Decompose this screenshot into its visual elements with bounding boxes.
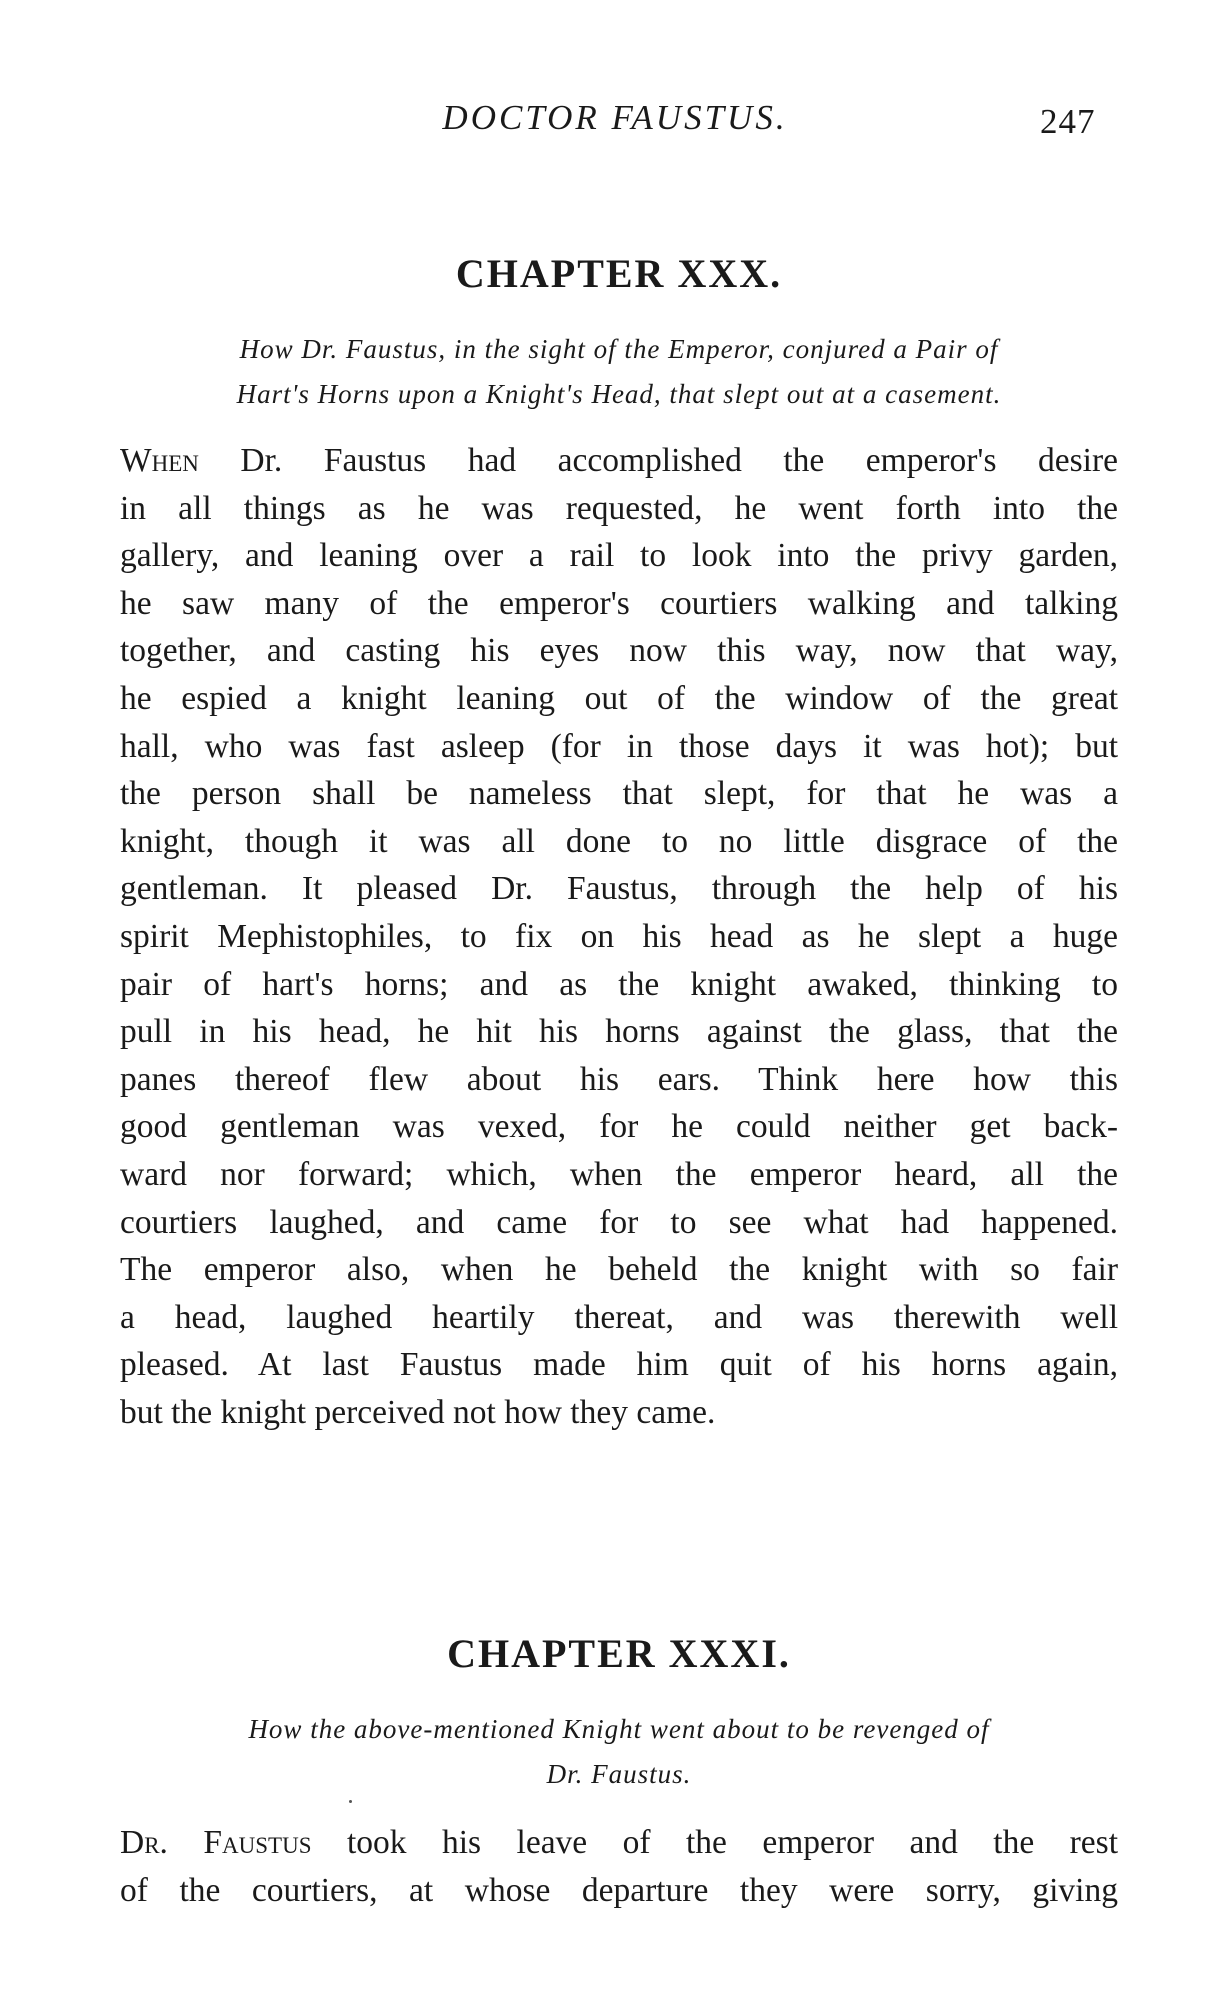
body-line: he espied a knight leaning out of the window of the great [120, 679, 1118, 717]
print-speck [349, 1800, 352, 1803]
body-line: pleased. At last Faustus made him quit of his horns again, [120, 1346, 1118, 1384]
subtitle-line: How the above-mentioned Knight went about to be revenged of [248, 1714, 990, 1744]
body-line [120, 1819, 1118, 1867]
body-line: together, and casting his eyes now this way, now that way, [120, 632, 1118, 670]
chapter-heading: CHAPTER XXX. [455, 251, 783, 296]
drop-word: When [120, 442, 199, 479]
body-line: of the courtiers, at whose departure they were sorry, giving [120, 1871, 1118, 1909]
body-line: spirit Mephistophiles, to fix on his head as he slept a huge [120, 917, 1118, 955]
caps-word: Dr. [120, 1824, 168, 1861]
first-line-text: Dr. Faustus had accomplished the emperor's desire [240, 442, 1118, 479]
chapter-subtitle [120, 327, 1118, 417]
body-line: gallery, and leaning over a rail to look into the privy garden, [120, 537, 1118, 575]
body-line: gentleman. It pleased Dr. Faustus, through the help of his [120, 870, 1118, 908]
chapter-heading: CHAPTER XXXI. [447, 1631, 791, 1676]
subtitle-line: Hart's Horns upon a Knight's Head, that slept out at a casement. [236, 379, 1002, 409]
subtitle-line: How Dr. Faustus, in the sight of the Emperor, conjured a Pair of [239, 334, 999, 364]
body-line [120, 437, 1118, 485]
body-line: good gentleman was vexed, for he could neither get back- [120, 1108, 1118, 1146]
body-line: pull in his head, he hit his horns against the glass, that the [120, 1013, 1118, 1051]
chapter-31 [120, 1630, 1118, 1914]
first-line-text: took his leave of the emperor and the rest [346, 1824, 1119, 1861]
body-line: knight, though it was all done to no little disgrace of the [120, 822, 1118, 860]
body-line: courtiers laughed, and came for to see what had happened. [120, 1203, 1118, 1241]
body-line: the person shall be nameless that slept, for that he was a [120, 775, 1118, 813]
body-line: in all things as he was requested, he went forth into the [120, 489, 1118, 527]
body-line: pair of hart's horns; and as the knight awaked, thinking to [120, 965, 1118, 1003]
body-line: but the knight perceived not how they came. [120, 1393, 716, 1431]
running-title: DOCTOR FAUSTUS. [442, 98, 788, 137]
chapter-body [120, 437, 1118, 1436]
body-line: panes thereof flew about his ears. Think here how this [120, 1060, 1118, 1098]
body-line: ward nor forward; which, when the emperor heard, all the [120, 1155, 1118, 1193]
page-number: 247 [1040, 102, 1096, 141]
body-line: hall, who was fast asleep (for in those days it was hot); but [120, 727, 1118, 765]
chapter-subtitle [120, 1707, 1118, 1797]
subtitle-line: Dr. Faustus. [546, 1759, 692, 1789]
body-line: he saw many of the emperor's courtiers walking and talking [120, 584, 1118, 622]
body-line: The emperor also, when he beheld the knight with so fair [120, 1251, 1118, 1289]
body-line: a head, laughed heartily thereat, and was therewith well [120, 1298, 1118, 1336]
chapter-30 [120, 250, 1118, 1436]
caps-word: Faustus [203, 1824, 312, 1861]
running-head [0, 98, 1208, 148]
chapter-body [120, 1819, 1118, 1914]
